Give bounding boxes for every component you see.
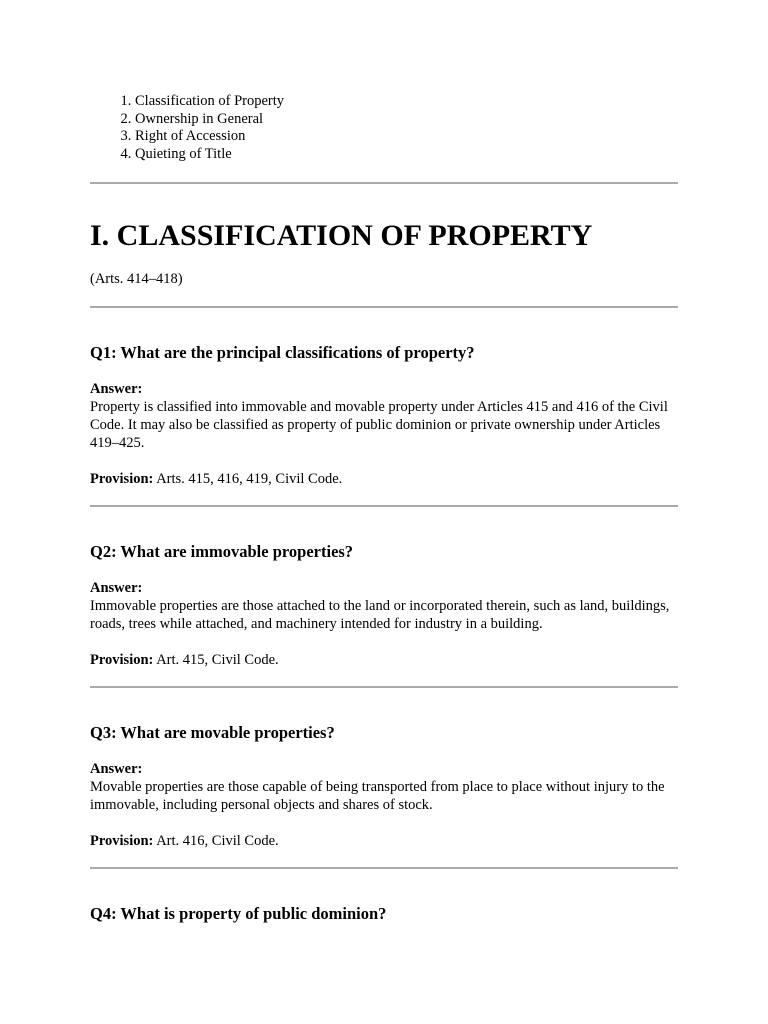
question-heading: Q4: What is property of public dominion? xyxy=(90,904,387,923)
question-heading: Q1: What are the principal classifications of property? xyxy=(90,343,475,362)
question-heading: Q2: What are immovable properties? xyxy=(90,542,354,561)
toc-item: 2. Ownership in General xyxy=(135,111,678,129)
answer-text: Immovable properties are those attached to the land or incorporated therein, such as land, buildings, roads, trees while attached, and machinery intended for industry in a building. xyxy=(90,598,670,632)
answer-block xyxy=(90,579,678,633)
provision-label: Provision: xyxy=(90,652,154,668)
document-page xyxy=(90,93,678,924)
toc-item: 3. Right of Accession xyxy=(135,128,678,146)
answer-label: Answer: xyxy=(90,761,143,777)
provision-text: Art. 416, Civil Code. xyxy=(156,833,279,849)
provision-line xyxy=(90,651,678,669)
section-title: I. CLASSIFICATION OF PROPERTY xyxy=(90,219,593,252)
answer-label: Answer: xyxy=(90,381,143,397)
answer-label: Answer: xyxy=(90,580,143,596)
divider xyxy=(90,505,678,507)
provision-text: Arts. 415, 416, 419, Civil Code. xyxy=(156,471,343,487)
divider xyxy=(90,306,678,308)
answer-block xyxy=(90,760,678,814)
divider xyxy=(90,182,678,184)
section-articles: (Arts. 414–418) xyxy=(90,271,183,287)
question-heading: Q3: What are movable properties? xyxy=(90,723,335,742)
divider xyxy=(90,686,678,688)
toc-item: 4. Quieting of Title xyxy=(135,146,678,164)
divider xyxy=(90,867,678,869)
answer-text: Movable properties are those capable of being transported from place to place without injury to the immovable, including personal objects and shares of stock. xyxy=(90,779,665,813)
answer-block xyxy=(90,380,678,452)
provision-line xyxy=(90,832,678,850)
provision-label: Provision: xyxy=(90,833,154,849)
answer-text: Property is classified into immovable and movable property under Articles 415 and 416 of the Civil Code. It may also be classified as property of public dominion or private ownership under Articles 419–425. xyxy=(90,399,668,451)
provision-text: Art. 415, Civil Code. xyxy=(156,652,279,668)
table-of-contents xyxy=(90,93,678,163)
provision-label: Provision: xyxy=(90,471,154,487)
toc-item: 1. Classification of Property xyxy=(135,93,678,111)
provision-line xyxy=(90,470,678,488)
